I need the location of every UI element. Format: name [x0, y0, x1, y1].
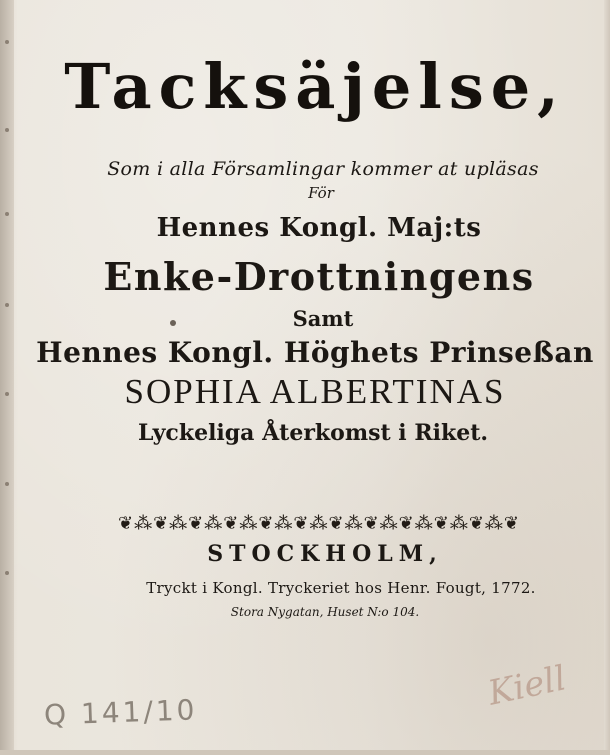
imprint-address: Stora Nygatan, Huset N:o 104. [230, 605, 420, 619]
shelfmark-annotation: Q 141/10 [43, 693, 198, 732]
pencil-signature: Kiell [484, 658, 570, 714]
majesty-line: Hennes Kongl. Maj:ts [156, 213, 482, 243]
samt-line: Samt [292, 306, 354, 331]
return-line: Lyckeliga Återkomst i Riket. [137, 420, 489, 446]
imprint-printer: Tryckt i Kongl. Tryckeriet hos Henr. Fougt, 1772. [146, 579, 536, 597]
stitch-hole [5, 128, 9, 132]
queen-dowager-line: Enke-Drottningens [103, 254, 535, 299]
princess-title-line: Hennes Kongl. Höghets Prinseßan [36, 336, 594, 369]
stitch-hole [5, 482, 9, 486]
subtitle-line: Som i alla Församlingar kommer at upläsas [107, 158, 539, 180]
stitch-hole [5, 40, 9, 44]
page-edge-bottom [0, 750, 610, 755]
stitch-hole [5, 571, 9, 575]
subtitle-for: För [308, 184, 334, 202]
ornamental-rule: ❦⁂❦⁂❦⁂❦⁂❦⁂❦⁂❦⁂❦⁂❦⁂❦⁂❦⁂❦ [118, 513, 520, 534]
imprint-place: STOCKHOLM, [207, 541, 443, 567]
document-title: Tacksäjelse, [64, 50, 566, 123]
princess-name: SOPHIA ALBERTINAS [124, 372, 506, 411]
